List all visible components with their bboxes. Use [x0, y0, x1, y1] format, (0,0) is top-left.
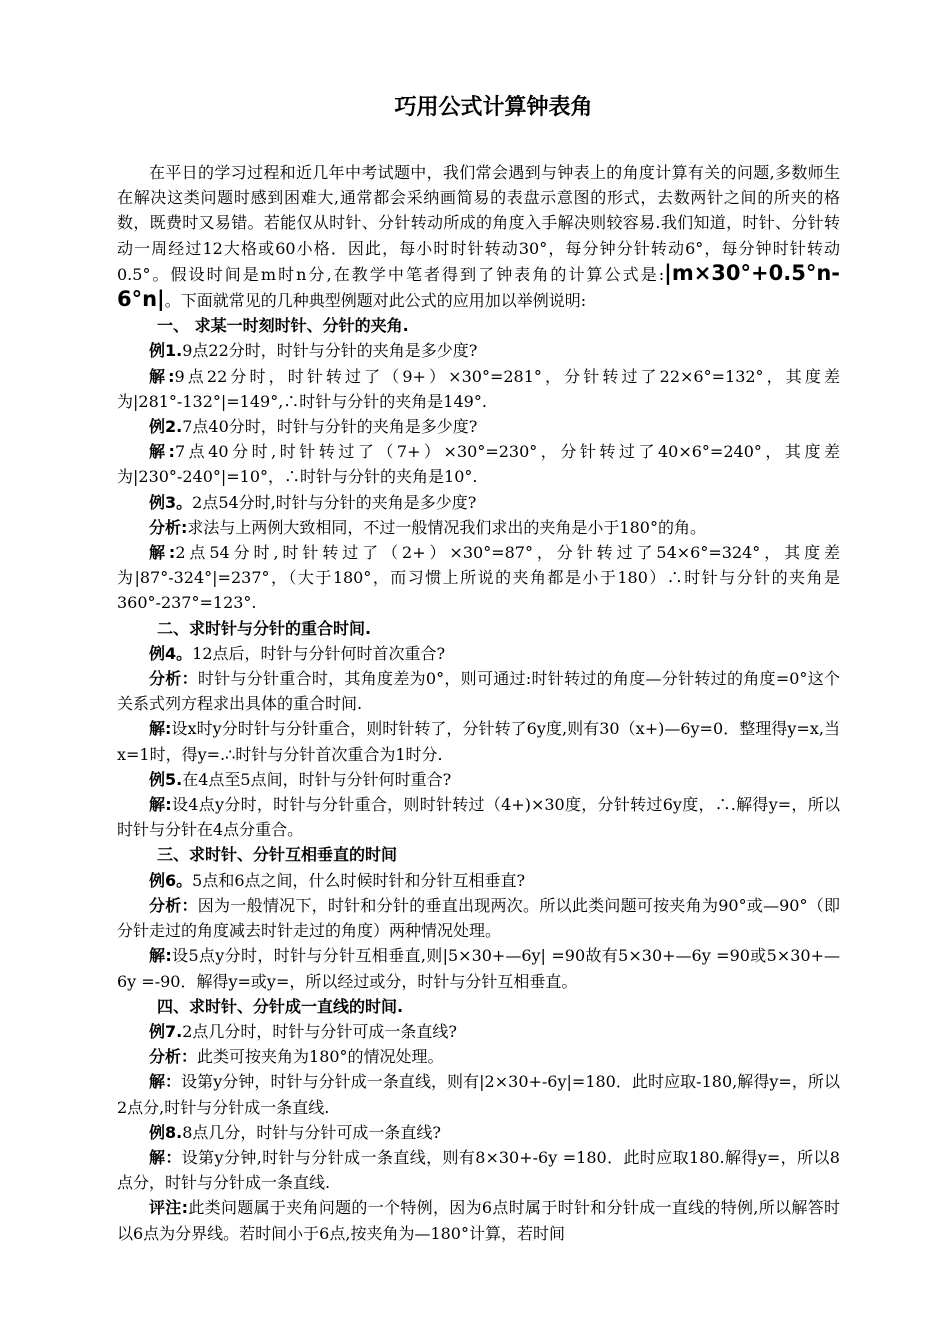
- solution-label: 解:: [149, 719, 172, 739]
- example-6-analysis: 分析：因为一般情况下，时针和分针的垂直出现两次。所以此类问题可按夹角为90°或—90°（即分针走过的角度减去时针走过的角度）两种情况处理。: [117, 895, 840, 941]
- example-2-question: 例2.7点40分时，时针与分针的夹角是多少度?: [149, 417, 478, 437]
- section-heading-3: 三、求时针、分针互相垂直的时间: [157, 845, 398, 865]
- example-label: 例5.: [149, 769, 183, 789]
- page-title: 巧用公式计算钟表角: [394, 95, 593, 120]
- example-label: 例1.: [149, 341, 183, 361]
- example-label: 例4。: [149, 643, 193, 663]
- example-3-question: 例3。2点54分时,时针与分针的夹角是多少度?: [149, 492, 477, 512]
- example-7-question: 例7.2点几分时，时针与分针可成一条直线?: [149, 1021, 457, 1041]
- example-label: 例3。: [149, 492, 193, 512]
- solution-label: 解:: [149, 946, 172, 966]
- section-heading-2: 二、求时针与分针的重合时间.: [157, 618, 372, 638]
- solution-label: 解:: [149, 366, 175, 386]
- example-label: 例2.: [149, 417, 183, 437]
- solution-label: 解:: [149, 442, 175, 462]
- example-8-question: 例8.8点几分，时针与分针可成一条直线?: [149, 1122, 441, 1142]
- example-6-solution: 解:设5点y分时，时针与分针互相垂直,则|5×30+—6y| =90故有5×30+—6y =90或5×30+—6y =-90．解得y=或y=，所以经过或分，时针与分针互相垂直。: [117, 946, 840, 991]
- example-4-analysis: 分析：时针与分针重合时，其角度差为0°，则可通过:时针转过的角度—分针转过的角度=0°这个关系式列方程求出具体的重合时间.: [117, 669, 840, 714]
- example-3-analysis: 分析:求法与上两例大致相同，不过一般情况我们求出的夹角是小于180°的角。: [149, 517, 706, 537]
- example-label: 例8.: [149, 1122, 183, 1142]
- solution-label: 解：: [149, 1072, 182, 1092]
- intro-text: 在平日的学习过程和近几年中考试题中，我们常会遇到与钟表上的角度计算有关的问题,多数师生在解决这类问题时感到困难大,通常都会采纳画简易的表盘示意图的形式，去数两针之间的所夹的格数，既费时又易错。若能仅从时针、分针转动所成的角度入手解决则较容易.我们知道，时针、分针转动一周经过12大格或60小格．因此，每小时时针转动30°，每分钟分针转动6°，每分钟时针转动0.5°。假设时间是m时n分,在教学中笔者得到了钟表角的计算公式是:: [117, 163, 840, 284]
- solution-label: 解：: [149, 1147, 182, 1167]
- example-7-solution: 解：设第y分钟，时针与分针成一条直线，则有|2×30+-6y|=180．此时应取-180,解得y=，所以2点分,时针与分针成一条直线.: [117, 1072, 840, 1117]
- solution-label: 解:: [149, 795, 172, 815]
- comment-paragraph: 评注:此类问题属于夹角问题的一个特例，因为6点时属于时针和分针成一直线的特例,所以解答时以6点为分界线。若时间小于6点,按夹角为—180°计算，若时间: [117, 1198, 840, 1243]
- analysis-label: 分析：: [149, 895, 198, 915]
- comment-label: 评注:: [149, 1198, 189, 1218]
- example-5-solution: 解:设4点y分时，时针与分针重合，则时针转过（4+)×30度，分针转过6y度，∴.解得y=，所以时针与分针在4点分重合。: [117, 795, 840, 840]
- example-7-analysis: 分析：此类可按夹角为180°的情况处理。: [149, 1047, 444, 1067]
- intro-paragraph: [117, 160, 840, 313]
- solution-label: 解:: [149, 543, 176, 563]
- example-8-solution: 解：设第y分钟,时针与分针成一条直线，则有8×30+-6y =180．此时应取180.解得y=，所以8点分，时针与分针成一条直线.: [117, 1147, 840, 1193]
- analysis-label: 分析:: [149, 517, 188, 537]
- clock-angle-formula: |m×30°+0.5°n-6°n|: [117, 260, 840, 312]
- example-2-solution: 解:7点40分时,时针转过了（7+）×30°=230°，分针转过了40×6°=240°，其度差为|230°-240°|=10°，∴时针与分针的夹角是10°.: [117, 442, 840, 487]
- intro-text-end: 。下面就常见的几种典型例题对此公式的应用加以举例说明:: [164, 291, 587, 311]
- section-heading-1: 一、 求某一时刻时针、分针的夹角.: [157, 316, 409, 336]
- example-3-solution: 解:2点54分时,时针转过了（2+）×30°=87°，分针转过了54×6°=324°，其度差为|87°-324°|=237°，（大于180°，而习惯上所说的夹角都是小于180）∴时针与分针的夹角是360°-237°=123°.: [117, 543, 840, 613]
- section-heading-4: 四、求时针、分针成一直线的时间.: [157, 996, 404, 1016]
- example-label: 例7.: [149, 1021, 183, 1041]
- analysis-label: 分析：: [149, 1047, 198, 1067]
- example-4-solution: 解:设x时y分时针与分针重合，则时针转了，分针转了6y度,则有30（x+)—6y=0．整理得y=x,当x=1时，得y=.∴时针与分针首次重合为1时分.: [117, 719, 840, 764]
- example-6-question: 例6。5点和6点之间，什么时候时针和分针互相垂直?: [149, 870, 526, 890]
- example-5-question: 例5.在4点至5点间，时针与分针何时重合?: [149, 769, 452, 789]
- example-4-question: 例4。12点后，时针与分针何时首次重合?: [149, 643, 446, 663]
- example-label: 例6。: [149, 870, 193, 890]
- example-1-question: 例1.9点22分时，时针与分针的夹角是多少度?: [149, 341, 478, 361]
- analysis-label: 分析：: [149, 669, 198, 689]
- example-1-solution: 解:9点22分时，时针转过了（9+）×30°=281°，分针转过了22×6°=132°，其度差为|281°-132°|=149°,∴时针与分针的夹角是149°.: [117, 366, 840, 411]
